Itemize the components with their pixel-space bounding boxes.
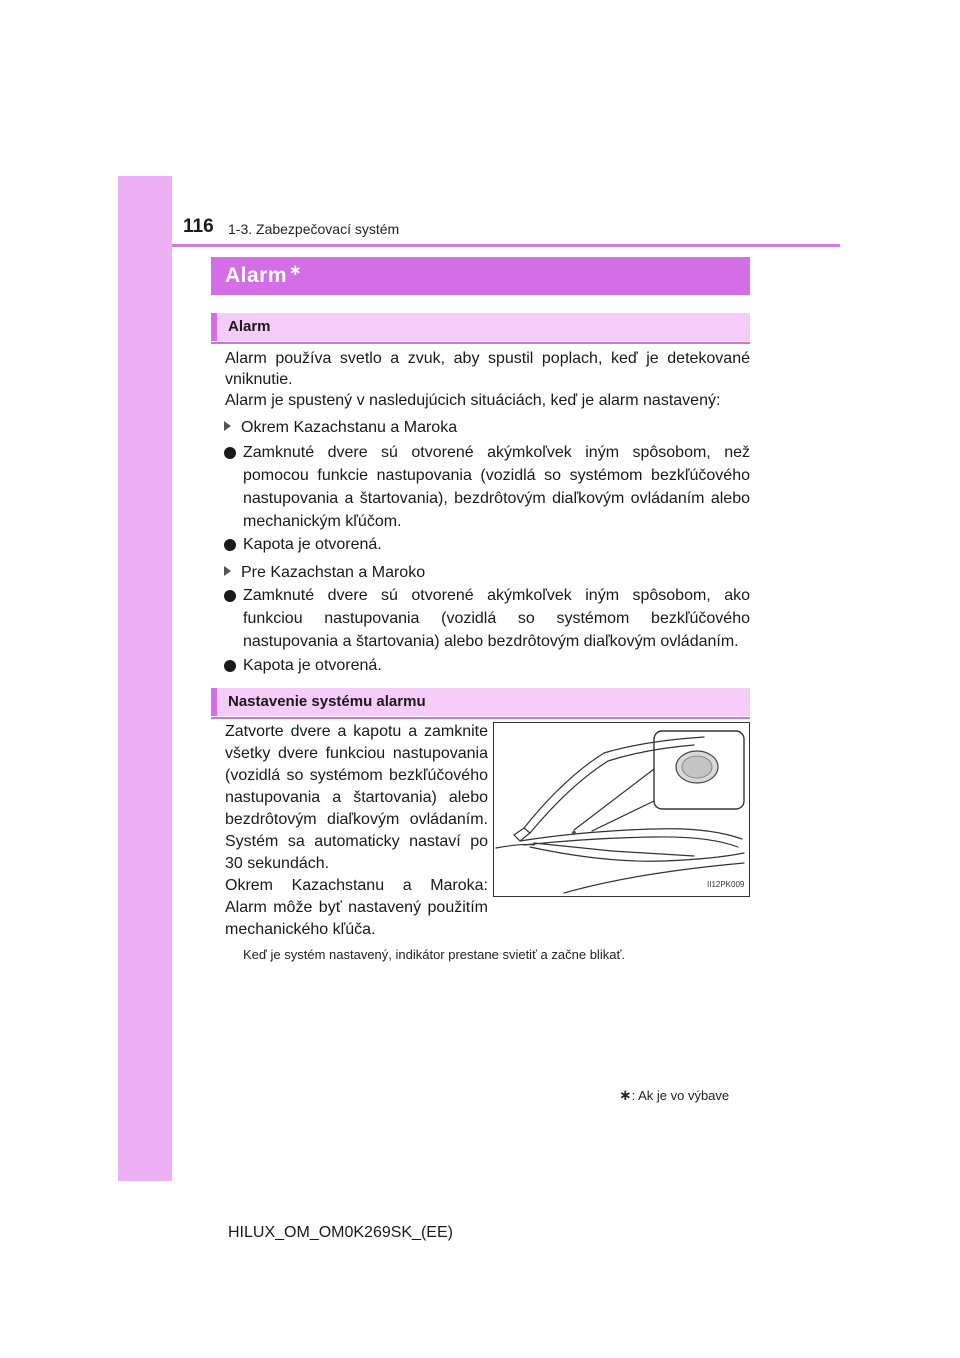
windshield-indicator-illustration <box>493 722 750 897</box>
footnote-asterisk: ∗ <box>619 1087 632 1104</box>
document-code: HILUX_OM_OM0K269SK_(EE) <box>228 1224 453 1241</box>
title-asterisk: ∗ <box>289 262 303 279</box>
title-bar <box>211 257 750 295</box>
triangle-marker-icon <box>224 566 231 576</box>
section-heading-alarm-setting: Nastavenie systému alarmu <box>211 688 750 716</box>
list-item: Zamknuté dvere sú otvorené akýmkoľvek iným spôsobom, než pomocou funkcie nastupovania (vozidlá so systémom bezkľúčového nastupovania a štartovania), bezdrôtovým diaľkovým ovládaním alebo mechanickým kľúčom. <box>224 441 750 533</box>
bullet-dot-icon <box>224 590 236 602</box>
group-label-except-kazakhstan-morocco: Okrem Kazachstanu a Maroka <box>224 417 457 438</box>
bullet-dot-icon <box>224 660 236 672</box>
page-title: Alarm ∗ <box>225 262 303 287</box>
windshield-illustration <box>494 723 749 896</box>
bullet-dot-icon <box>224 447 236 459</box>
intro-paragraph: Alarm používa svetlo a zvuk, aby spustil poplach, keď je detekované vniknutie. Alarm je spustený v nasledujúcich situáciách, keď je alarm nastavený: <box>225 350 750 409</box>
list-item: Kapota je otvorená. <box>224 654 750 677</box>
triangle-marker-icon <box>224 421 231 431</box>
list-item: Zamknuté dvere sú otvorené akýmkoľvek iným spôsobom, ako funkciou nastupovania (vozidlá so systémom bezkľúčového nastupovania a štartovania) alebo bezdrôtovým diaľkovým ovládaním. <box>224 584 750 653</box>
mechanical-key-paragraph: Okrem Kazachstanu a Maroka: Alarm môže byť nastavený použitím mechanického kľúča. <box>225 877 488 938</box>
section-heading-alarm: Alarm <box>211 313 750 341</box>
running-header: 1-3. Zabezpečovací systém <box>228 221 400 237</box>
group-label-kazakhstan-morocco: Pre Kazachstan a Maroko <box>224 562 425 583</box>
header-rule <box>172 244 840 247</box>
figure-code: II12PK009 <box>707 880 745 889</box>
setting-paragraph: Zatvorte dvere a kapotu a zamknite všetky dvere funkciou nastupovania (vozidlá so systémom bezkľúčového nastupovania a štartovania) alebo bezdrôtovým diaľkovým ovládaním. Systém sa automaticky nastaví po 30 sekundách. <box>225 723 488 872</box>
footnote: ∗: Ak je vo výbave <box>619 1087 730 1104</box>
page-number: 116 <box>183 216 214 237</box>
bullet-dot-icon <box>224 539 236 551</box>
list-item: Kapota je otvorená. <box>224 533 750 556</box>
side-tab-strip <box>118 176 172 1181</box>
indicator-note: Keď je systém nastavený, indikátor prestane svietiť a začne blikať. <box>243 947 625 962</box>
